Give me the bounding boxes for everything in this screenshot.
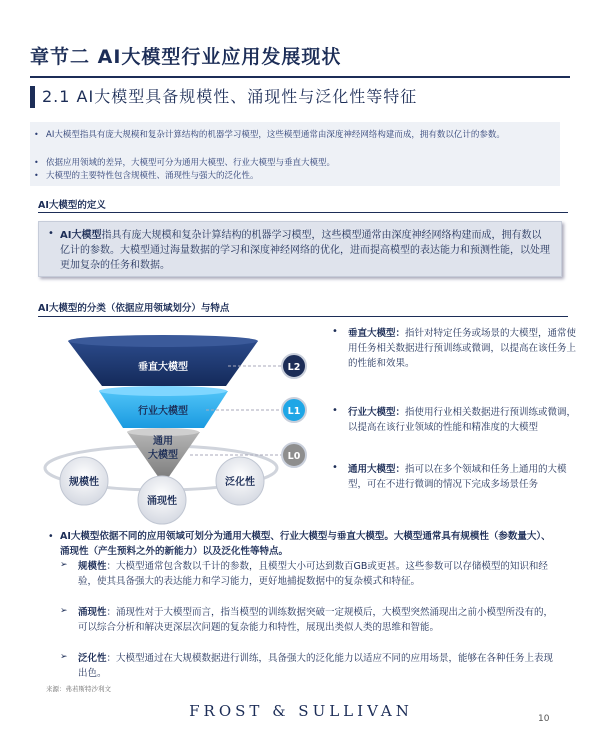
- section-title: 2.1 AI大模型具备规模性、涌现性与泛化性等特征: [42, 87, 418, 106]
- page-number: 10: [538, 714, 550, 724]
- bullet-icon: •: [332, 405, 338, 416]
- funnel-label-general-2: 大模型: [148, 450, 178, 461]
- circle-label-emergence: 涌现性: [147, 496, 177, 507]
- bullet-icon: •: [48, 531, 54, 542]
- chapter-title: 章节二 AI大模型行业应用发展现状: [30, 46, 342, 68]
- level-label-l1: L1: [287, 406, 301, 417]
- brand-logo: FROST & SULLIVAN: [189, 702, 413, 720]
- funnel-label-industry: 行业大模型: [138, 406, 188, 417]
- source-note: 来源：弗若斯特沙利文: [46, 685, 111, 693]
- summary-item: • AI大模型指具有庞大规模和复杂计算结构的机器学习模型，这些模型通常由深度神经网络构建而成，拥有数以亿计的参数。: [34, 130, 505, 140]
- type-general-desc: 通用大模型：指可以在多个领域和任务上通用的大模型，可在不进行微调的情况下完成多场景任务: [348, 464, 567, 490]
- definition-label: AI大模型的定义: [38, 200, 106, 211]
- circle-label-scale: 规模性: [69, 477, 99, 488]
- summary-item: • 大模型的主要特性包含规模性、涌现性与强大的泛化性。: [34, 171, 259, 181]
- funnel-tier-top-rim: [68, 335, 258, 347]
- circle-label-generalization: 泛化性: [225, 477, 255, 488]
- level-label-l0: L0: [287, 451, 301, 462]
- funnel-tier-bottom-rim: [127, 428, 199, 436]
- bullet-icon: •: [34, 130, 39, 139]
- bullet-icon: •: [48, 228, 54, 239]
- type-vertical-desc: 垂直大模型：指针对特定任务或场景的大模型，通常使用任务相关数据进行预训练或微调，以提高在该任务上的性能和效果。: [348, 328, 577, 369]
- bullet-icon: •: [34, 158, 39, 167]
- funnel-label-vertical: 垂直大模型: [138, 362, 188, 373]
- arrow-icon: ➢: [60, 606, 68, 616]
- feature-scale: 规模性：大模型通常包含数以千计的参数，且模型大小可达到数百GB或更甚。这些参数可以存储模型的知识和经验，使其具备强大的表达能力和学习能力，更好地捕捉数据中的复杂模式和特征。: [78, 561, 548, 587]
- features-intro: AI大模型依据不同的应用领域可划分为通用大模型、行业大模型与垂直大模型。大模型通常具有规模性（参数量大）、涌现性（产生预料之外的新能力）以及泛化性等特点。: [60, 531, 551, 557]
- funnel-tier-mid-rim: [99, 386, 227, 396]
- type-industry-desc: 行业大模型：指使用行业相关数据进行预训练或微调，以提高在该行业领域的性能和精准度的大模型: [348, 407, 577, 433]
- arrow-icon: ➢: [60, 652, 68, 662]
- bullet-icon: •: [332, 462, 338, 473]
- feature-emergence: 涌现性：涌现性对于大模型而言，指当模型的训练数据突破一定规模后，大模型突然涌现出之前小模型所没有的，可以综合分析和解决更深层次问题的复杂能力和特性，展现出类似人类的思维和智能。: [78, 607, 554, 633]
- definition-text: AI大模型指具有庞大规模和复杂计算结构的机器学习模型，这些模型通常由深度神经网络构建而成，拥有数以亿计的参数。大模型通过海量数据的学习和深度神经网络的优化，进而提高模型的表达能力和预测性能，以处理更加复杂的任务和数据。: [60, 230, 550, 271]
- funnel-label-general-1: 通用: [153, 436, 173, 447]
- bullet-icon: •: [34, 171, 39, 180]
- level-label-l2: L2: [287, 362, 301, 373]
- bullet-icon: •: [332, 326, 338, 337]
- feature-generalization: 泛化性：大模型通过在大规模数据进行训练，具备强大的泛化能力以适应不同的应用场景，能够在各种任务上表现出色。: [78, 653, 554, 679]
- summary-item: • 依据应用领域的差异，大模型可分为通用大模型、行业大模型与垂直大模型。: [34, 158, 336, 168]
- classification-label: AI大模型的分类（依据应用领域划分）与特点: [38, 303, 230, 314]
- arrow-icon: ➢: [60, 560, 68, 570]
